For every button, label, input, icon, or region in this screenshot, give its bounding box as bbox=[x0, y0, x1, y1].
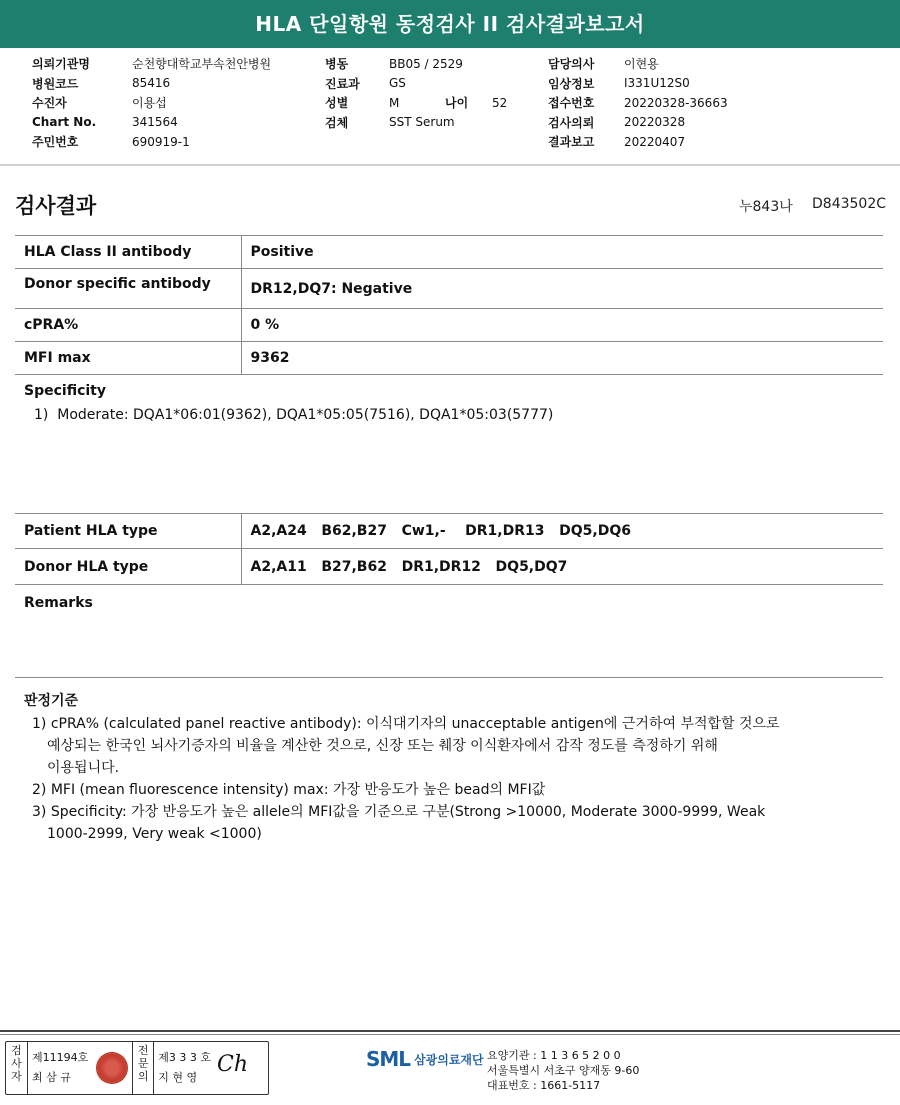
criteria-list bbox=[32, 713, 780, 845]
company-logo bbox=[366, 1047, 484, 1071]
specialist-license: 제3 3 3 호 bbox=[158, 1051, 211, 1064]
header-col3 bbox=[548, 54, 728, 152]
value-sex: M bbox=[389, 95, 400, 110]
value-age: 52 bbox=[492, 95, 508, 110]
criteria-line: 2) MFI (mean fluorescence intensity) max: 가장 반응도가 높은 bead의 MFI값 bbox=[32, 782, 546, 798]
hla-table bbox=[15, 513, 883, 585]
results-table bbox=[15, 235, 883, 375]
footer-divider bbox=[0, 1030, 900, 1032]
specialist-cell bbox=[154, 1042, 215, 1094]
row-label: Donor specific antibody bbox=[15, 269, 241, 309]
signature-box bbox=[5, 1041, 269, 1095]
row-value: A2,A11 B27,B62 DR1,DR12 DQ5,DQ7 bbox=[241, 549, 883, 585]
value-clinical-info: I331U12S0 bbox=[624, 76, 690, 91]
header-divider bbox=[0, 164, 900, 166]
row-value: A2,A24 B62,B27 Cw1,- DR1,DR13 DQ5,DQ6 bbox=[241, 514, 883, 549]
criteria-line: 예상되는 한국인 뇌사기증자의 비율을 계산한 것으로, 신장 또는 췌장 이식환자에서 감작 정도를 측정하기 위해 bbox=[47, 738, 718, 754]
section-code-2: D843502C bbox=[812, 196, 886, 212]
row-value: Positive bbox=[241, 236, 883, 269]
label-receipt-no: 접수번호 bbox=[548, 96, 595, 111]
value-institution: 순천향대학교부속천안병원 bbox=[132, 57, 272, 72]
specialist-vertical-label: 전문의 bbox=[132, 1042, 154, 1094]
value-chart-no: 341564 bbox=[132, 115, 178, 130]
label-hospital-code: 병원코드 bbox=[32, 76, 79, 91]
row-value: 9362 bbox=[241, 342, 883, 375]
table-row bbox=[15, 236, 883, 269]
specificity-line: 1) Moderate: DQA1*06:01(9362), DQA1*05:05(7516), DQA1*05:03(5777) bbox=[34, 407, 554, 423]
company-address bbox=[487, 1048, 639, 1093]
remarks-label: Remarks bbox=[24, 595, 93, 611]
criteria-line: 1) cPRA% (calculated panel reactive antibody): 이식대기자의 unacceptable antigen에 근거하여 부적합할 것으로 bbox=[32, 716, 780, 732]
remarks-divider bbox=[15, 677, 883, 678]
label-sex: 성별 bbox=[325, 96, 349, 111]
specificity-label: Specificity bbox=[24, 383, 106, 399]
table-row bbox=[15, 269, 883, 309]
label-chart-no: Chart No. bbox=[32, 115, 97, 130]
value-resident-no: 690919-1 bbox=[132, 134, 190, 149]
row-label: HLA Class II antibody bbox=[15, 236, 241, 269]
table-row bbox=[15, 342, 883, 375]
phone-number: 대표번호 : 1661-5117 bbox=[487, 1079, 601, 1092]
sml-logo-icon: SML bbox=[366, 1047, 411, 1071]
value-hospital-code: 85416 bbox=[132, 76, 171, 91]
value-report-date: 20220407 bbox=[624, 134, 686, 149]
label-specimen: 검체 bbox=[325, 115, 349, 130]
table-row bbox=[15, 549, 883, 585]
inspector-name: 최 삼 규 bbox=[32, 1071, 71, 1084]
seal-stamp-icon bbox=[96, 1052, 128, 1084]
institution-number: 요양기관 : 1 1 3 6 5 2 0 0 bbox=[487, 1049, 621, 1062]
criteria-title: 판정기준 bbox=[24, 693, 79, 709]
label-report-date: 결과보고 bbox=[548, 135, 595, 150]
label-ward: 병동 bbox=[325, 57, 349, 72]
row-label: Donor HLA type bbox=[15, 549, 241, 585]
value-ward: BB05 / 2529 bbox=[389, 56, 463, 71]
header-col1 bbox=[32, 54, 271, 152]
label-department: 진료과 bbox=[325, 76, 360, 91]
label-age: 나이 bbox=[445, 96, 469, 111]
section-title: 검사결과 bbox=[15, 194, 97, 218]
label-physician: 담당의사 bbox=[548, 57, 595, 72]
inspector-cell bbox=[28, 1042, 92, 1094]
value-request-date: 20220328 bbox=[624, 115, 686, 130]
value-receipt-no: 20220328-36663 bbox=[624, 95, 728, 110]
row-label: cPRA% bbox=[15, 309, 241, 342]
label-clinical-info: 임상정보 bbox=[548, 76, 595, 91]
specialist-name: 지 현 영 bbox=[158, 1071, 198, 1084]
row-label: MFI max bbox=[15, 342, 241, 375]
footer-divider-thin bbox=[0, 1034, 900, 1035]
row-value: DR12,DQ7: Negative bbox=[241, 269, 883, 309]
criteria-line: 3) Specificity: 가장 반응도가 높은 allele의 MFI값을 기준으로 구분(Strong >10000, Moderate 3000-9999, Weak bbox=[32, 804, 766, 820]
value-physician: 이현용 bbox=[624, 57, 659, 72]
header-col2 bbox=[325, 54, 507, 132]
label-resident-no: 주민번호 bbox=[32, 135, 79, 150]
value-department: GS bbox=[389, 76, 406, 91]
report-title: HLA 단일항원 동정검사 II 검사결과보고서 bbox=[0, 0, 900, 48]
table-row bbox=[15, 514, 883, 549]
row-value: 0 % bbox=[241, 309, 883, 342]
value-patient: 이용섭 bbox=[132, 96, 167, 111]
company-name: 삼광의료재단 bbox=[414, 1052, 484, 1067]
address-line: 서울특별시 서초구 양재동 9-60 bbox=[487, 1064, 640, 1077]
section-code-1: 누843나 bbox=[739, 199, 793, 215]
row-label: Patient HLA type bbox=[15, 514, 241, 549]
table-row bbox=[15, 309, 883, 342]
label-institution: 의뢰기관명 bbox=[32, 57, 90, 72]
criteria-line: 1000-2999, Very weak <1000) bbox=[47, 826, 262, 842]
label-patient: 수진자 bbox=[32, 96, 67, 111]
criteria-line: 이용됩니다. bbox=[47, 760, 120, 776]
value-specimen: SST Serum bbox=[389, 115, 455, 130]
label-request-date: 검사의뢰 bbox=[548, 115, 595, 130]
inspector-vertical-label: 검사자 bbox=[6, 1042, 28, 1094]
signature-icon: Ch bbox=[217, 1052, 249, 1077]
inspector-license: 제11194호 bbox=[32, 1051, 89, 1064]
